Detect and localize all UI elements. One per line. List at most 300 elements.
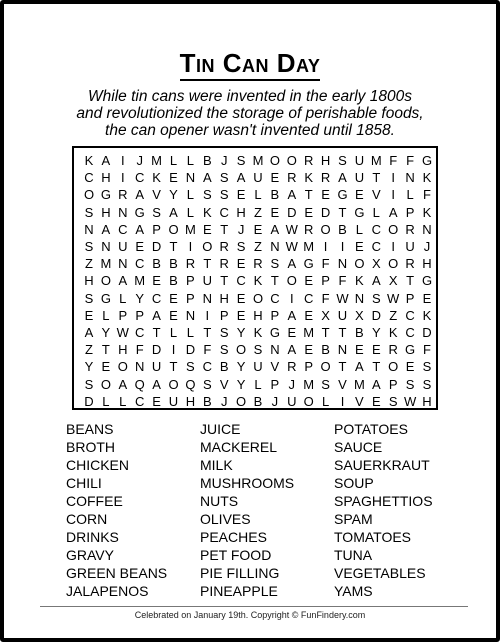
grid-letter: Q	[134, 376, 145, 392]
grid-letter: M	[100, 256, 112, 272]
grid-letter: M	[303, 325, 315, 340]
grid-letter: S	[253, 342, 263, 358]
grid-letter: G	[303, 256, 314, 272]
grid-letter: N	[101, 239, 111, 254]
grid-letter: H	[101, 170, 111, 186]
word-item: BEANS	[66, 421, 114, 437]
grid-letter: A	[101, 221, 111, 237]
grid-letter: F	[389, 153, 398, 168]
grid-letter: H	[320, 153, 331, 168]
grid-letter: L	[186, 153, 194, 168]
grid-letter: R	[405, 256, 415, 272]
grid-letter: N	[337, 342, 348, 358]
grid-letter: N	[422, 221, 432, 237]
grid-letter: Y	[236, 376, 246, 392]
grid-letter: A	[135, 221, 145, 237]
grid-letter: V	[355, 393, 364, 409]
grid-row	[74, 341, 436, 359]
grid-letter: T	[338, 204, 347, 220]
grid-letter: B	[253, 393, 263, 409]
grid-letter: B	[169, 273, 178, 289]
grid-letter: B	[219, 359, 229, 375]
grid-letter: B	[338, 221, 347, 237]
grid-letter: O	[388, 221, 399, 237]
grid-letter: P	[405, 204, 415, 220]
grid-letter: I	[340, 393, 345, 409]
grid-letter: Q	[185, 376, 196, 392]
grid-row	[74, 169, 436, 187]
intro-line: the can opener wasn't invented until 1858.	[105, 122, 395, 139]
grid-letter: R	[287, 359, 297, 375]
grid-letter: N	[185, 170, 196, 186]
grid-letter: E	[321, 187, 330, 203]
grid-letter: K	[422, 307, 432, 323]
grid-letter: W	[387, 290, 400, 306]
grid-letter: W	[403, 393, 417, 409]
grid-letter: L	[186, 204, 194, 220]
grid-letter: T	[203, 256, 212, 272]
grid-letter: O	[236, 393, 247, 409]
grid-letter: A	[118, 376, 128, 392]
grid-letter: D	[287, 204, 297, 220]
grid-letter: H	[84, 273, 94, 289]
grid-letter: S	[219, 187, 229, 203]
grid-letter: G	[100, 290, 111, 306]
grid-letter: M	[353, 376, 365, 392]
grid-letter: A	[152, 307, 161, 323]
grid-letter: E	[304, 273, 314, 289]
grid-letter: K	[84, 153, 94, 168]
grid-letter: I	[391, 187, 395, 203]
grid-letter: L	[254, 187, 262, 203]
grid-letter: S	[84, 290, 94, 306]
grid-letter: K	[422, 170, 432, 186]
grid-letter: S	[202, 376, 212, 392]
grid-letter: E	[422, 290, 432, 306]
grid-letter: S	[219, 170, 229, 186]
grid-letter: G	[421, 153, 433, 168]
grid-letter: B	[321, 342, 330, 358]
grid-letter: B	[152, 256, 161, 272]
word-item: MUSHROOMS	[200, 475, 295, 491]
grid-letter: J	[136, 153, 143, 168]
grid-letter: N	[84, 221, 94, 237]
grid-letter: J	[220, 393, 228, 409]
grid-letter: C	[134, 393, 145, 409]
page-title	[4, 48, 496, 79]
grid-letter: X	[371, 256, 381, 272]
grid-letter: S	[236, 239, 246, 254]
grid-letter: R	[287, 170, 297, 186]
word-item: BROTH	[66, 439, 115, 455]
word-item: PEACHES	[200, 529, 267, 545]
grid-letter: L	[169, 153, 178, 168]
grid-row	[74, 376, 436, 394]
grid-letter: T	[169, 239, 178, 254]
grid-letter: U	[405, 239, 415, 254]
grid-letter: E	[169, 170, 178, 186]
grid-letter: G	[134, 204, 145, 220]
grid-letter: B	[169, 256, 178, 272]
grid-letter: Y	[135, 290, 145, 306]
grid-letter: T	[372, 170, 381, 186]
grid-letter: C	[236, 273, 246, 289]
grid-letter: N	[337, 256, 348, 272]
grid-letter: A	[355, 359, 364, 375]
grid-letter: P	[152, 221, 161, 237]
grid-letter: T	[338, 359, 347, 375]
grid-letter: P	[118, 307, 128, 323]
grid-letter: O	[388, 256, 399, 272]
grid-letter: F	[135, 342, 144, 358]
grid-letter: C	[405, 325, 415, 340]
word-item: SPAGHETTIOS	[334, 493, 433, 509]
grid-letter: O	[100, 376, 111, 392]
grid-letter: E	[355, 342, 364, 358]
grid-letter: H	[118, 342, 128, 358]
grid-letter: R	[303, 153, 314, 168]
word-item: MILK	[200, 457, 233, 473]
grid-letter: M	[303, 239, 315, 254]
grid-letter: L	[186, 187, 194, 203]
grid-letter: B	[355, 325, 364, 340]
grid-letter: P	[186, 273, 195, 289]
grid-row	[74, 238, 436, 256]
grid-letter: C	[151, 290, 162, 306]
grid-letter: S	[405, 376, 415, 392]
grid-letter: I	[340, 239, 345, 254]
grid-letter: U	[287, 393, 297, 409]
intro-line: While tin cans were invented in the early 1800s	[88, 88, 412, 105]
grid-letter: O	[252, 290, 264, 306]
grid-row	[74, 290, 436, 308]
grid-letter: O	[320, 359, 331, 375]
grid-letter: H	[422, 256, 432, 272]
grid-letter: A	[287, 307, 297, 323]
grid-letter: R	[320, 170, 331, 186]
grid-letter: C	[371, 239, 381, 254]
grid-letter: U	[354, 170, 365, 186]
grid-letter: D	[320, 204, 331, 220]
grid-letter: A	[101, 153, 111, 168]
grid-letter: I	[391, 239, 395, 254]
grid-letter: S	[338, 153, 347, 168]
grid-letter: E	[371, 342, 381, 358]
grid-letter: O	[117, 359, 128, 375]
grid-letter: J	[423, 239, 431, 254]
grid-letter: I	[289, 290, 294, 306]
grid-letter: X	[355, 307, 364, 323]
grid-letter: E	[371, 393, 381, 409]
grid-row	[74, 221, 436, 239]
grid-letter: B	[202, 153, 212, 168]
grid-letter: A	[169, 204, 178, 220]
grid-letter: N	[134, 359, 145, 375]
grid-letter: E	[169, 290, 178, 306]
grid-letter: A	[270, 221, 280, 237]
word-item: DRINKS	[66, 529, 119, 545]
grid-letter: A	[287, 187, 297, 203]
grid-letter: G	[405, 342, 416, 358]
grid-letter: E	[152, 393, 161, 409]
grid-letter: E	[405, 359, 415, 375]
grid-letter: O	[354, 256, 365, 272]
grid-letter: U	[337, 307, 348, 323]
grid-letter: A	[152, 376, 161, 392]
grid-letter: K	[355, 273, 364, 289]
grid-row	[74, 324, 436, 342]
grid-letter: V	[270, 359, 280, 375]
word-item: SPAM	[334, 511, 373, 527]
grid-letter: P	[135, 307, 145, 323]
grid-letter: S	[270, 256, 280, 272]
grid-letter: K	[304, 170, 314, 186]
grid-letter: D	[185, 342, 196, 358]
grid-letter: F	[321, 290, 330, 306]
grid-letter: E	[304, 307, 314, 323]
grid-letter: J	[271, 393, 279, 409]
grid-letter: W	[116, 325, 129, 340]
grid-letter: F	[203, 342, 212, 358]
grid-letter: F	[423, 342, 431, 358]
grid-letter: Y	[169, 187, 178, 203]
grid-letter: N	[118, 204, 128, 220]
grid-letter: T	[101, 342, 110, 358]
grid-letter: S	[152, 204, 161, 220]
grid-letter: S	[236, 153, 246, 168]
grid-letter: X	[388, 273, 398, 289]
grid-letter: E	[236, 290, 246, 306]
grid-letter: A	[118, 273, 128, 289]
word-item: SOUP	[334, 475, 374, 491]
grid-letter: K	[253, 273, 263, 289]
grid-letter: E	[169, 307, 178, 323]
grid-letter: C	[134, 170, 145, 186]
grid-letter: P	[304, 359, 314, 375]
grid-letter: Y	[84, 359, 94, 375]
grid-letter: K	[422, 204, 432, 220]
grid-letter: E	[202, 221, 212, 237]
grid-letter: O	[100, 273, 111, 289]
grid-letter: S	[186, 359, 195, 375]
grid-letter: L	[321, 393, 330, 409]
grid-row	[74, 307, 436, 325]
grid-letter: E	[236, 187, 246, 203]
grid-letter: V	[338, 376, 347, 392]
grid-letter: C	[84, 170, 94, 186]
grid-letter: K	[253, 325, 263, 340]
word-column-1	[66, 420, 206, 600]
grid-row	[74, 255, 436, 273]
grid-letter: V	[371, 187, 381, 203]
grid-letter: C	[202, 359, 212, 375]
grid-letter: U	[168, 393, 179, 409]
grid-letter: B	[202, 393, 212, 409]
grid-letter: C	[303, 290, 314, 306]
word-item: JALAPENOS	[66, 583, 149, 599]
word-item: COFFEE	[66, 493, 123, 509]
grid-letter: V	[152, 187, 161, 203]
grid-letter: E	[287, 325, 297, 340]
grid-letter: P	[321, 273, 330, 289]
grid-letter: A	[338, 170, 347, 186]
grid-letter: P	[219, 307, 229, 323]
intro-line: and revolutionized the storage of perishable foods,	[76, 105, 424, 122]
grid-letter: M	[134, 273, 146, 289]
grid-letter: L	[186, 325, 194, 340]
grid-letter: K	[152, 170, 161, 186]
grid-letter: L	[254, 376, 262, 392]
grid-row	[74, 186, 436, 204]
grid-letter: E	[304, 342, 314, 358]
grid-row	[74, 393, 436, 411]
word-item: SAUERKRAUT	[334, 457, 430, 473]
word-item: GRAVY	[66, 547, 114, 563]
word-item: CHILI	[66, 475, 102, 491]
grid-letter: T	[220, 221, 229, 237]
grid-letter: O	[269, 153, 280, 168]
grid-row	[74, 204, 436, 222]
grid-letter: K	[388, 325, 398, 340]
grid-letter: E	[304, 204, 314, 220]
grid-letter: Z	[85, 256, 93, 272]
word-item: PIE FILLING	[200, 565, 280, 581]
grid-letter: P	[388, 376, 398, 392]
grid-letter: T	[203, 325, 212, 340]
grid-letter: S	[84, 239, 94, 254]
grid-letter: P	[186, 290, 195, 306]
grid-letter: E	[355, 239, 364, 254]
grid-letter: K	[202, 204, 212, 220]
grid-letter: D	[151, 239, 162, 254]
grid-letter: T	[152, 325, 161, 340]
grid-letter: L	[372, 204, 380, 220]
grid-letter: Y	[371, 325, 381, 340]
grid-letter: S	[84, 376, 94, 392]
grid-letter: O	[286, 273, 297, 289]
grid-letter: O	[388, 359, 399, 375]
grid-letter: N	[405, 170, 415, 186]
grid-letter: H	[236, 204, 246, 220]
grid-letter: R	[303, 221, 314, 237]
grid-letter: N	[354, 290, 365, 306]
grid-letter: I	[120, 153, 125, 168]
word-item: NUTS	[200, 493, 239, 509]
word-item: OLIVES	[200, 511, 251, 527]
grid-letter: T	[169, 359, 178, 375]
grid-letter: F	[423, 187, 431, 203]
grid-letter: F	[321, 256, 330, 272]
grid-letter: O	[202, 239, 213, 254]
grid-letter: C	[405, 307, 415, 323]
grid-letter: R	[405, 221, 415, 237]
grid-letter: S	[202, 187, 212, 203]
grid-letter: T	[406, 273, 415, 289]
grid-letter: Z	[254, 204, 262, 220]
grid-letter: I	[205, 307, 210, 323]
grid-letter: T	[304, 187, 313, 203]
grid-letter: F	[338, 273, 347, 289]
grid-letter: P	[270, 307, 280, 323]
grid-letter: R	[219, 256, 229, 272]
grid-letter: B	[270, 187, 280, 203]
grid-letter: J	[220, 153, 228, 168]
grid-letter: S	[422, 359, 432, 375]
word-item: GREEN BEANS	[66, 565, 168, 581]
grid-letter: E	[236, 307, 246, 323]
grid-letter: A	[236, 170, 246, 186]
grid-letter: H	[185, 393, 196, 409]
grid-letter: C	[134, 256, 145, 272]
grid-letter: E	[355, 187, 364, 203]
grid-letter: U	[253, 359, 263, 375]
word-item: YAMS	[334, 583, 373, 599]
grid-letter: R	[253, 256, 263, 272]
intro-text	[44, 88, 456, 139]
title-text: Tin Can Day	[180, 48, 321, 81]
grid-letter: R	[118, 187, 128, 203]
grid-letter: T	[321, 325, 330, 340]
grid-letter: S	[388, 393, 398, 409]
grid-letter: U	[151, 359, 162, 375]
grid-letter: A	[371, 376, 381, 392]
grid-letter: S	[219, 342, 229, 358]
grid-letter: T	[220, 273, 229, 289]
grid-letter: Y	[236, 325, 246, 340]
grid-letter: C	[118, 221, 128, 237]
word-item: TOMATOES	[334, 529, 412, 545]
grid-letter: J	[237, 221, 245, 237]
grid-letter: H	[101, 204, 111, 220]
grid-letter: N	[270, 342, 280, 358]
grid-letter: I	[120, 170, 125, 186]
word-item: JUICE	[200, 421, 241, 437]
grid-letter: E	[101, 359, 111, 375]
grid-letter: V	[219, 376, 229, 392]
grid-letter: I	[391, 170, 395, 186]
grid-letter: J	[288, 376, 296, 392]
word-item: SAUCE	[334, 439, 383, 455]
grid-letter: S	[422, 376, 432, 392]
grid-letter: L	[102, 307, 110, 323]
grid-letter: F	[406, 153, 415, 168]
grid-letter: G	[354, 204, 365, 220]
grid-letter: E	[236, 256, 246, 272]
grid-letter: E	[135, 239, 145, 254]
word-column-3	[334, 420, 474, 600]
footer-copyright: Celebrated on January 19th. Copyright © FunFindery.com	[134, 610, 366, 620]
word-item: CORN	[66, 511, 108, 527]
grid-letter: W	[285, 221, 298, 237]
letter-grid	[72, 146, 438, 410]
grid-letter: N	[270, 239, 280, 254]
grid-letter: Z	[85, 342, 93, 358]
word-item: VEGETABLES	[334, 565, 426, 581]
grid-letter: U	[253, 170, 263, 186]
grid-letter: C	[134, 325, 145, 340]
footer-divider	[40, 606, 468, 607]
grid-letter: D	[84, 393, 94, 409]
grid-letter: T	[372, 359, 381, 375]
grid-letter: Z	[389, 307, 398, 323]
grid-letter: M	[252, 153, 264, 168]
grid-letter: C	[219, 204, 229, 220]
grid-letter: N	[202, 290, 212, 306]
grid-letter: N	[185, 307, 196, 323]
grid-letter: O	[286, 153, 297, 168]
grid-letter: C	[371, 221, 381, 237]
grid-letter: U	[118, 239, 128, 254]
